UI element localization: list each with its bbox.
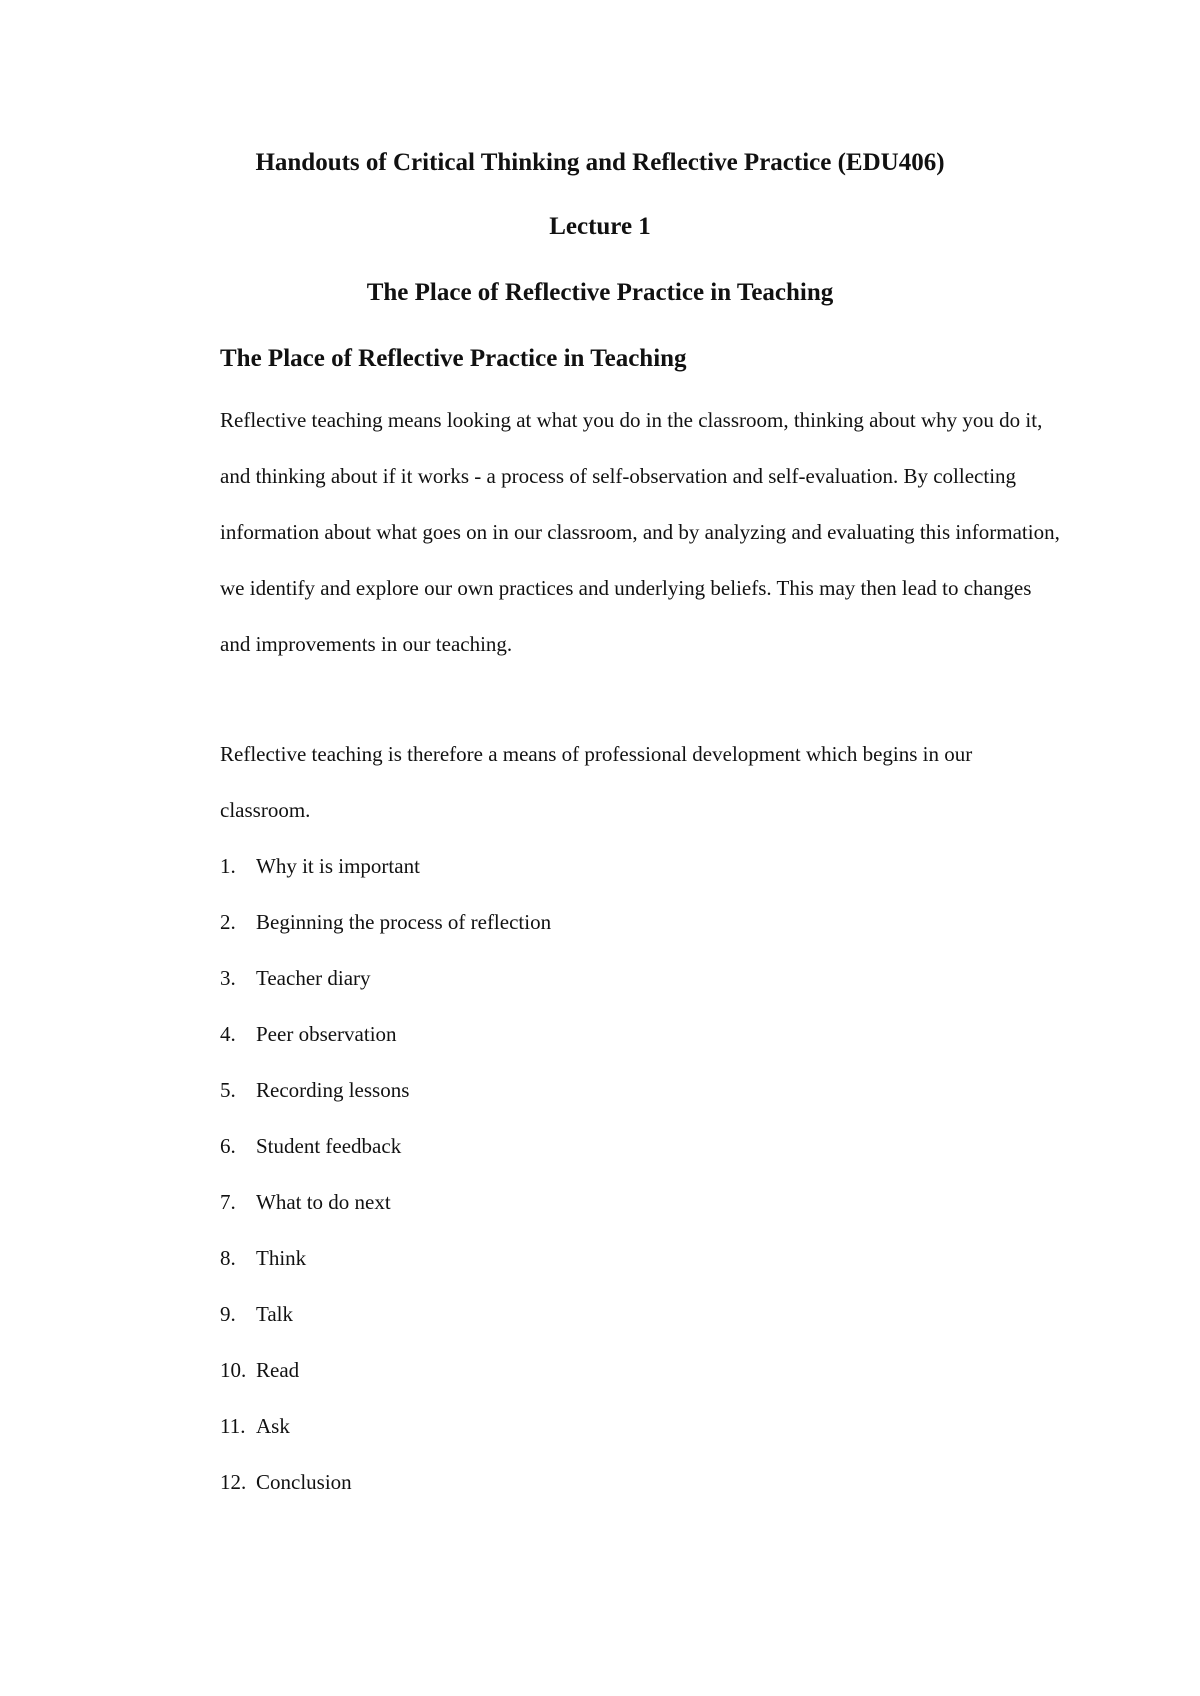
list-item-number: 10.	[220, 1358, 247, 1382]
lecture-label: Lecture 1	[549, 213, 651, 240]
list-item-text: Teacher diary	[256, 966, 371, 990]
list-item-text: Student feedback	[256, 1134, 402, 1158]
list-item-number: 1.	[220, 854, 236, 878]
section-heading: The Place of Reflective Practice in Teaching	[220, 345, 687, 372]
list-item-number: 5.	[220, 1078, 236, 1102]
list-item-number: 11.	[220, 1414, 246, 1438]
list-item	[220, 1118, 551, 1174]
list-item	[220, 1006, 551, 1062]
list-item-number: 7.	[220, 1190, 236, 1214]
list-item	[220, 1342, 551, 1398]
paragraph-professional-development: Reflective teaching is therefore a means of professional development which begins in our classroom.	[220, 742, 973, 822]
topic-list	[220, 838, 551, 1510]
list-item-text: Read	[256, 1358, 300, 1382]
list-item-text: Recording lessons	[256, 1078, 410, 1102]
list-item-text: What to do next	[256, 1190, 391, 1214]
list-item	[220, 1286, 551, 1342]
list-item	[220, 838, 551, 894]
list-item-number: 12.	[220, 1470, 247, 1494]
list-item-text: Talk	[256, 1302, 294, 1326]
list-item	[220, 894, 551, 950]
list-item	[220, 1398, 551, 1454]
list-item-text: Think	[256, 1246, 307, 1270]
list-item-number: 3.	[220, 966, 236, 990]
list-item-text: Beginning the process of reflection	[256, 910, 552, 934]
list-item-number: 6.	[220, 1134, 236, 1158]
list-item-text: Ask	[256, 1414, 290, 1438]
list-item-number: 8.	[220, 1246, 236, 1270]
list-item	[220, 950, 551, 1006]
paragraph-reflective-teaching: Reflective teaching means looking at what you do in the classroom, thinking about why you do it, and thinking about if it works - a process of self-observation and self-evaluation. By collecting information about what goes on in our classroom, and by analyzing and evaluating this information, we identify and explore our own practices and underlying beliefs. This may then lead to changes and improvements in our teaching.	[220, 408, 1060, 656]
lecture-subtitle: The Place of Reflective Practice in Teaching	[366, 279, 834, 306]
list-item	[220, 1230, 551, 1286]
list-item	[220, 1454, 551, 1510]
list-item-number: 4.	[220, 1022, 236, 1046]
list-item	[220, 1062, 551, 1118]
list-item-text: Conclusion	[256, 1470, 352, 1494]
list-item-number: 9.	[220, 1302, 236, 1326]
list-item-text: Why it is important	[256, 854, 420, 878]
document-title: Handouts of Critical Thinking and Reflective Practice (EDU406)	[255, 149, 945, 176]
list-item	[220, 1174, 551, 1230]
list-item-text: Peer observation	[256, 1022, 397, 1046]
list-item-number: 2.	[220, 910, 236, 934]
